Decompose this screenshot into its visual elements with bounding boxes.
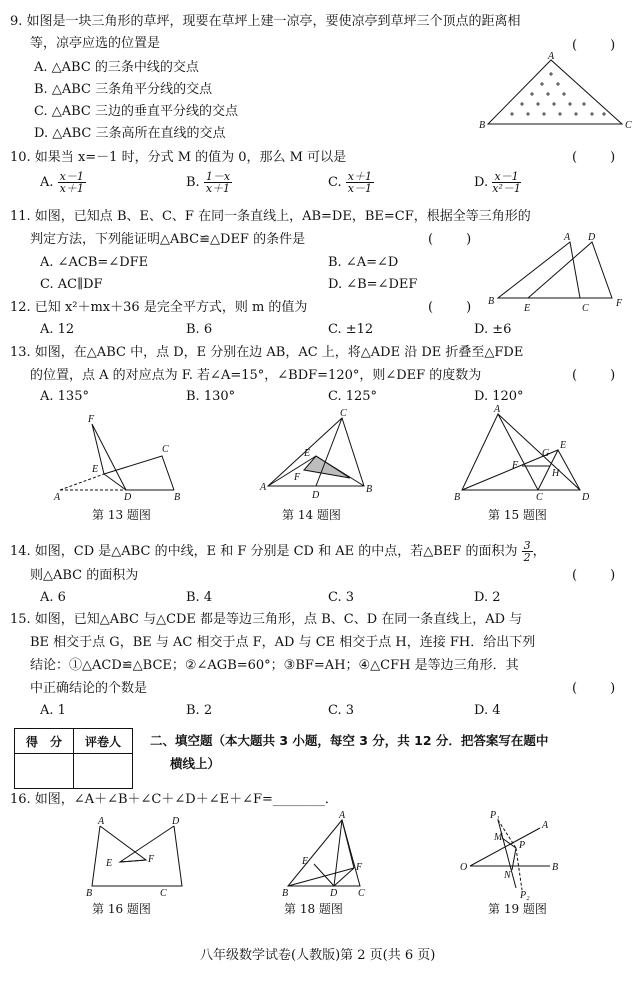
q11-stem-line2: 判定方法，下列能证明△ABC≌△DEF 的条件是 <box>30 232 306 247</box>
q14-frac-denominator: 2 <box>523 551 531 564</box>
fig14-label-e: E <box>304 448 311 459</box>
q15-option-b: B. 2 <box>186 703 213 718</box>
fig15-label-a: A <box>494 404 501 415</box>
q15-stem-line4: 中正确结论的个数是 <box>30 681 148 696</box>
grader-label: 评卷人 <box>74 729 133 754</box>
q9-answer-paren: ( ) <box>572 38 616 53</box>
fig18-label-c: C <box>358 888 365 899</box>
fig16-label-b: B <box>86 888 93 898</box>
caption-fig18: 第 18 题图 <box>284 902 343 916</box>
q11-label-e: E <box>524 303 531 314</box>
q12-option-a: A. 12 <box>40 322 75 337</box>
q11-option-c: C. AC∥DF <box>40 277 103 292</box>
q9-option-d: D. △ABC 三条高所在直线的交点 <box>34 126 226 141</box>
q10-a-numerator: x－1 <box>59 170 84 183</box>
fig15-label-c: C <box>536 492 543 503</box>
q9-label-b: B <box>479 120 486 131</box>
score-cell[interactable] <box>15 754 74 789</box>
q14-stem-line2: 则△ABC 的面积为 <box>30 568 139 583</box>
fig14-label-c: C <box>340 408 347 419</box>
q10-a-denominator: x＋1 <box>59 182 84 195</box>
q15-stem-line2: BE 相交于点 G，BE 与 AC 相交于点 F，AD 与 CE 相交于点 H，连接 FH．给出下列 <box>30 635 536 650</box>
q10-b-denominator: x＋1 <box>205 182 231 195</box>
section-2-title-line2: 横线上） <box>170 756 221 771</box>
fig15-label-f: F <box>512 460 519 471</box>
score-label: 得 分 <box>15 729 74 754</box>
q15-option-c: C. 3 <box>328 703 355 718</box>
caption-fig14: 第 14 题图 <box>282 508 341 522</box>
q14-option-c: C. 3 <box>328 590 355 605</box>
q14-answer-paren: ( ) <box>572 568 616 583</box>
q9-option-b: B. △ABC 三条角平分线的交点 <box>34 82 213 97</box>
q11-stem-line1: 11. 如图，已知点 B、E、C、F 在同一条直线上，AB=DE，BE=CF，根据全等三角形的 <box>10 209 531 224</box>
q11-answer-paren: ( ) <box>428 232 472 247</box>
q10-stem: 10. 如果当 x=－1 时，分式 M 的值为 0，那么 M 可以是 <box>10 150 347 165</box>
fig16-label-f: F <box>148 854 155 865</box>
q14-stem-line1: 14. 如图，CD 是△ABC 的中线，E 和 F 分别是 CD 和 AE 的中点，若△BEF 的面积为 $\frac{3}{2}$ ， <box>10 539 546 564</box>
fig18-label-f: F <box>356 862 363 873</box>
fig16-label-d: D <box>172 816 180 827</box>
q13-option-c: C. 125° <box>328 389 378 404</box>
fig16-label-c: C <box>160 888 167 898</box>
q9-label-c: C <box>625 120 632 131</box>
fig14-label-b: B <box>366 484 373 495</box>
q12-option-c: C. ±12 <box>328 322 374 337</box>
q14-frac-numerator: 3 <box>523 539 531 552</box>
q11-option-a: A. ∠ACB=∠DFE <box>40 255 149 270</box>
q13-option-a: A. 135° <box>40 389 89 404</box>
fig13-label-d: D <box>124 492 132 502</box>
q10-d-denominator: x²－1 <box>492 182 521 195</box>
fig18-label-b: B <box>282 888 289 899</box>
q15-stem-line1: 15. 如图，已知△ABC 与△CDE 都是等边三角形，点 B、C、D 在同一条直线上，AD 与 <box>10 612 523 627</box>
fig14 <box>258 408 378 503</box>
fig13 <box>52 412 187 502</box>
q9-stem-line1: 9. 如图是一块三角形的草坪，现要在草坪上建一凉亭，要使凉亭到草坪三个顶点的距离相 <box>10 14 521 29</box>
fig16 <box>84 814 204 898</box>
fig19-label-m: M <box>494 832 503 843</box>
q9-figure <box>476 52 636 136</box>
fig19 <box>456 808 576 900</box>
fig13-label-c: C <box>162 444 169 455</box>
q12-option-d: D. ±6 <box>474 322 512 337</box>
q15-option-a: A. 1 <box>40 703 66 718</box>
q14-option-a: A. 6 <box>40 590 66 605</box>
fig18-label-a: A <box>339 810 346 821</box>
fig15 <box>452 404 602 504</box>
fig13-label-b: B <box>174 492 181 502</box>
caption-fig15: 第 15 题图 <box>488 508 547 522</box>
q13-answer-paren: ( ) <box>572 368 616 383</box>
fig19-label-p2: P₂ <box>520 890 530 900</box>
fig16-label-e: E <box>106 858 113 869</box>
q11-figure <box>484 230 634 314</box>
fig14-label-d: D <box>312 490 320 501</box>
q10-option-d: D. $\frac{x-1}{\text{x²－1}}$ <box>474 170 521 195</box>
q9-option-a: A. △ABC 的三条中线的交点 <box>34 60 199 75</box>
q10-c-numerator: x＋1 <box>347 170 372 183</box>
score-table <box>14 728 133 789</box>
q10-d-numerator: x－1 <box>492 171 521 183</box>
q10-c-denominator: x－1 <box>347 182 372 195</box>
fig19-label-b: B <box>552 862 559 873</box>
fig15-label-d: D <box>582 492 590 503</box>
q12-answer-paren: ( ) <box>428 300 472 315</box>
caption-fig19: 第 19 题图 <box>488 902 547 916</box>
q13-stem-line1: 13. 如图，在△ABC 中，点 D，E 分别在边 AB，AC 上，将△ADE 沿 DE 折叠至△FDE <box>10 345 524 360</box>
fig13-label-e: E <box>92 464 99 475</box>
q14-option-b: B. 4 <box>186 590 213 605</box>
q12-stem: 12. 已知 x²＋mx＋36 是完全平方式，则 m 的值为 <box>10 300 308 315</box>
q16-stem: 16. 如图，∠A＋∠B＋∠C＋∠D＋∠E＋∠F=________． <box>10 792 338 807</box>
fig13-label-a: A <box>54 492 61 502</box>
q10-option-c: C. $\frac{x+1}{x-1}$ <box>328 170 372 195</box>
grader-cell[interactable] <box>74 754 133 789</box>
q15-answer-paren: ( ) <box>572 681 616 696</box>
q9-stem-line2: 等，凉亭应选的位置是 <box>30 36 161 51</box>
caption-fig13: 第 13 题图 <box>92 508 151 522</box>
fig18-label-e: E <box>302 856 309 867</box>
q11-label-a: A <box>564 232 571 243</box>
q13-stem-line2: 的位置，点 A 的对应点为 F. 若∠A=15°，∠BDF=120°，则∠DEF 的度数为 <box>30 368 482 383</box>
q10-option-a: A. $\frac{x-1}{x+1}$ <box>40 170 84 195</box>
q11-label-c: C <box>582 303 589 314</box>
fig19-label-n: N <box>504 870 511 881</box>
q9-label-a: A <box>548 52 555 62</box>
q15-option-d: D. 4 <box>474 703 501 718</box>
q11-label-d: D <box>588 232 596 243</box>
page-footer: 八年级数学试卷(人教版)第 2 页(共 6 页) <box>200 948 436 963</box>
q15-stem-line3: 结论：①△ACD≌△BCE；②∠AGB=60°；③BF=AH；④△CFH 是等边三角形．其 <box>30 658 519 673</box>
q10-option-b: B. $\frac{1-x}{x+1}$ <box>186 170 231 195</box>
fig16-label-a: A <box>98 816 105 827</box>
fig19-label-o: O <box>460 862 468 873</box>
fig18 <box>280 808 390 900</box>
fig18-label-d: D <box>330 888 338 899</box>
fig14-label-a: A <box>260 482 267 493</box>
q11-label-b: B <box>488 296 495 307</box>
q10-b-numerator: 1－x <box>205 170 231 183</box>
fig15-label-g: G <box>542 448 550 459</box>
fig19-label-a: A <box>542 820 549 831</box>
q9-option-c: C. △ABC 三边的垂直平分线的交点 <box>34 104 239 119</box>
fig15-label-h: H <box>552 468 560 479</box>
q12-option-b: B. 6 <box>186 322 213 337</box>
section-2-title-line1: 二、填空题（本大题共 3 小题，每空 3 分，共 12 分．把答案写在题中 <box>150 733 549 748</box>
q13-option-d: D. 120° <box>474 389 524 404</box>
q11-option-b: B. ∠A=∠D <box>328 255 399 270</box>
fig15-label-b: B <box>454 492 461 503</box>
q13-option-b: B. 130° <box>186 389 236 404</box>
fig19-label-p: P <box>519 840 526 851</box>
fig13-label-f: F <box>88 414 95 425</box>
fig15-label-e: E <box>560 440 567 451</box>
fig14-label-f: F <box>294 472 301 483</box>
caption-fig16: 第 16 题图 <box>92 902 151 916</box>
q11-label-f: F <box>616 298 623 309</box>
q10-answer-paren: ( ) <box>572 150 616 165</box>
fig19-label-p1: P₁ <box>490 810 500 821</box>
q11-option-d: D. ∠B=∠DEF <box>328 277 418 292</box>
q14-option-d: D. 2 <box>474 590 501 605</box>
grass-marks <box>510 72 606 116</box>
